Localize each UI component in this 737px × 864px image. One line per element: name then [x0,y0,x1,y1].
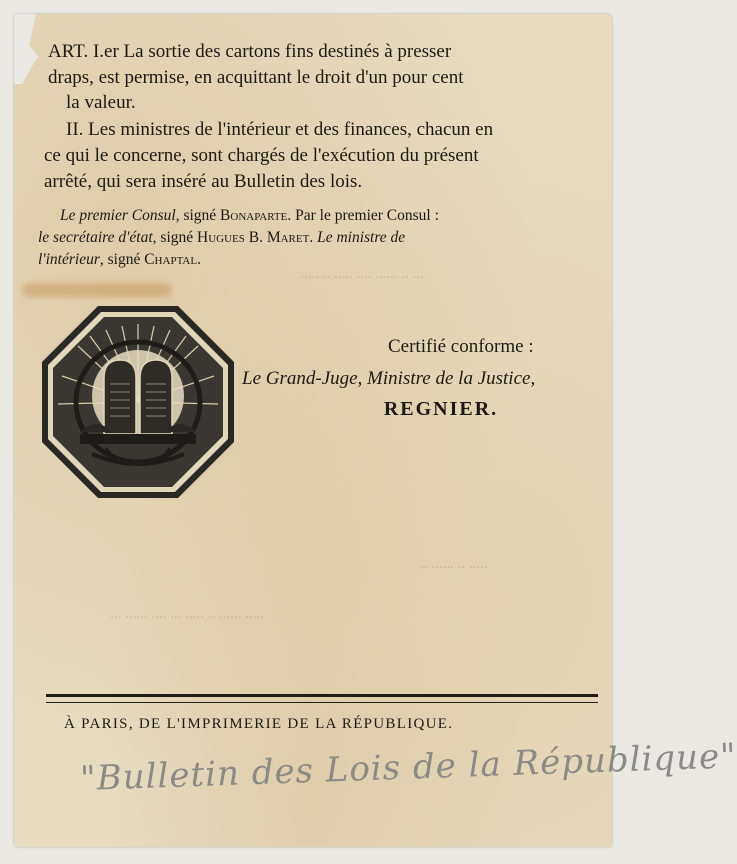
certified-label: Certifié conforme : [388,336,534,357]
bleed-through-text: ··· ······ ···· ··· ····· ·· ······ ····· [110,610,264,626]
certification-block [238,336,600,421]
signatory-name: REGNIER. [383,398,499,420]
article-line-5: ce qui le concerne, sont chargés de l'exécution du présent [44,145,479,166]
article-line-1: ART. I.er La sortie des cartons fins destinés à presser [48,41,452,62]
rust-stain [22,283,172,297]
imprint-rule-thick [46,694,598,697]
signature-line-3: l'intérieur, signé Chaptal. [38,251,201,268]
signature-line-1: Le premier Consul, signé Bonaparte. Par le premier Consul : [60,207,439,224]
imprint-rule-thin [46,702,598,703]
article-line-6: arrêté, qui sera inséré au Bulletin des lois. [44,171,363,192]
tablets-of-law-seal [40,304,236,500]
article-line-4: II. Les ministres de l'intérieur et des finances, chacun en [66,119,494,140]
bleed-through-text: ····· ·· ····· ···· ······ ·· ··· [300,270,424,286]
article-line-2: draps, est permise, en acquittant le droit d'un pour cent [48,67,464,88]
article-line-3: la valeur. [66,92,136,113]
printer-imprint: À PARIS, DE L'IMPRIMERIE DE LA RÉPUBLIQUE. [64,716,454,732]
bleed-through-text: ·· ······ ·· ····· [420,560,488,576]
signature-line-2: le secrétaire d'état, signé Hugues B. Maret. Le ministre de [38,229,406,246]
grand-judge-title: Le Grand-Juge, Ministre de la Justice, [242,368,536,389]
pencil-annotation: "Bulletin des Lois de la République" [79,736,737,800]
